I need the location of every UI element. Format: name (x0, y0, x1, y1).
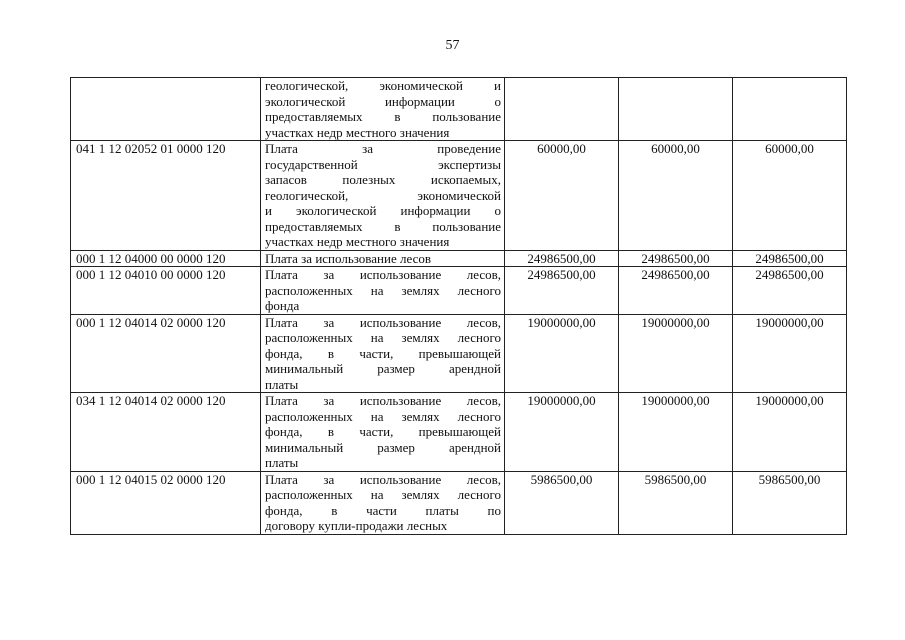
budget-table (70, 77, 847, 535)
income-name-line: Плата за использование лесов, (265, 471, 501, 487)
amount-year-1-cell (505, 78, 619, 141)
amount-year-2-cell: 60000,00 (619, 141, 733, 251)
table-row (71, 471, 847, 534)
income-name-line: фонда, в части, превышающей (265, 345, 501, 361)
amount-year-1-cell: 5986500,00 (505, 471, 619, 534)
page-number: 57 (445, 38, 460, 53)
amount-year-2-cell (619, 78, 733, 141)
amount-year-1-cell: 19000000,00 (505, 393, 619, 472)
table-row (71, 141, 847, 251)
amount-year-3-cell: 5986500,00 (733, 471, 847, 534)
amount-year-2-cell: 19000000,00 (619, 393, 733, 472)
income-name-line: фонда, в части платы по (265, 502, 501, 518)
amount-year-1-cell: 60000,00 (505, 141, 619, 251)
income-name-line: запасов полезных ископаемых, (265, 172, 501, 187)
income-name-cell (261, 141, 505, 251)
income-name-line: Плата за использование лесов (265, 250, 431, 266)
income-name-cell (261, 393, 505, 472)
income-name-line: геологической, экономической (265, 187, 501, 203)
income-name-line: расположенных на землях лесного (265, 408, 501, 424)
income-name-cell (261, 78, 505, 141)
income-name-line: фонда, в части, превышающей (265, 424, 501, 439)
amount-year-1-cell: 24986500,00 (505, 250, 619, 267)
income-name-cell (261, 471, 505, 534)
income-name-line: государственной экспертизы (265, 156, 501, 172)
income-name-line: фонда (265, 298, 300, 313)
income-name-line: участках недр местного значения (265, 124, 450, 140)
amount-year-3-cell: 24986500,00 (733, 250, 847, 267)
income-name-line: предоставляемых в пользование (265, 218, 501, 234)
amount-year-2-cell: 5986500,00 (619, 471, 733, 534)
income-name-line: Плата за использование лесов, (265, 393, 501, 408)
income-name-line: геологической, экономической и (265, 78, 501, 93)
table-row (71, 78, 847, 141)
income-name-line: Плата за использование лесов, (265, 314, 501, 330)
budget-code-cell (71, 78, 261, 141)
income-name-line: предоставляемых в пользование (265, 109, 501, 124)
table-row (71, 267, 847, 315)
budget-code-cell: 000 1 12 04015 02 0000 120 (71, 471, 261, 534)
income-name-line: расположенных на землях лесного (265, 487, 501, 502)
table-body (71, 78, 847, 535)
income-name-cell (261, 314, 505, 393)
amount-year-3-cell: 60000,00 (733, 141, 847, 251)
income-name-line: расположенных на землях лесного (265, 282, 501, 298)
budget-code-cell: 000 1 12 04000 00 0000 120 (71, 250, 261, 267)
income-name-line: платы (265, 376, 299, 392)
amount-year-2-cell: 19000000,00 (619, 314, 733, 393)
income-name-line: минимальный размер арендной (265, 439, 501, 455)
amount-year-3-cell (733, 78, 847, 141)
amount-year-3-cell: 24986500,00 (733, 267, 847, 315)
table-row (71, 250, 847, 267)
income-name-line: участках недр местного значения (265, 234, 450, 249)
income-name-line: Плата за использование лесов, (265, 267, 501, 282)
table-row (71, 393, 847, 472)
income-name-cell (261, 250, 505, 267)
budget-code-cell: 000 1 12 04010 00 0000 120 (71, 267, 261, 315)
income-name-line: расположенных на землях лесного (265, 330, 501, 345)
amount-year-1-cell: 19000000,00 (505, 314, 619, 393)
income-name-line: экологической информации о (265, 93, 501, 109)
budget-code-cell: 041 1 12 02052 01 0000 120 (71, 141, 261, 251)
amount-year-2-cell: 24986500,00 (619, 250, 733, 267)
amount-year-1-cell: 24986500,00 (505, 267, 619, 315)
income-name-line: платы (265, 455, 299, 470)
income-name-line: Плата за проведение (265, 141, 501, 156)
income-name-line: договору купли-продажи лесных (265, 518, 448, 533)
budget-code-cell: 000 1 12 04014 02 0000 120 (71, 314, 261, 393)
amount-year-3-cell: 19000000,00 (733, 314, 847, 393)
amount-year-2-cell: 24986500,00 (619, 267, 733, 315)
income-name-line: минимальный размер арендной (265, 361, 501, 376)
amount-year-3-cell: 19000000,00 (733, 393, 847, 472)
budget-code-cell: 034 1 12 04014 02 0000 120 (71, 393, 261, 472)
income-name-cell (261, 267, 505, 315)
income-name-line: и экологической информации о (265, 203, 501, 218)
table-row (71, 314, 847, 393)
